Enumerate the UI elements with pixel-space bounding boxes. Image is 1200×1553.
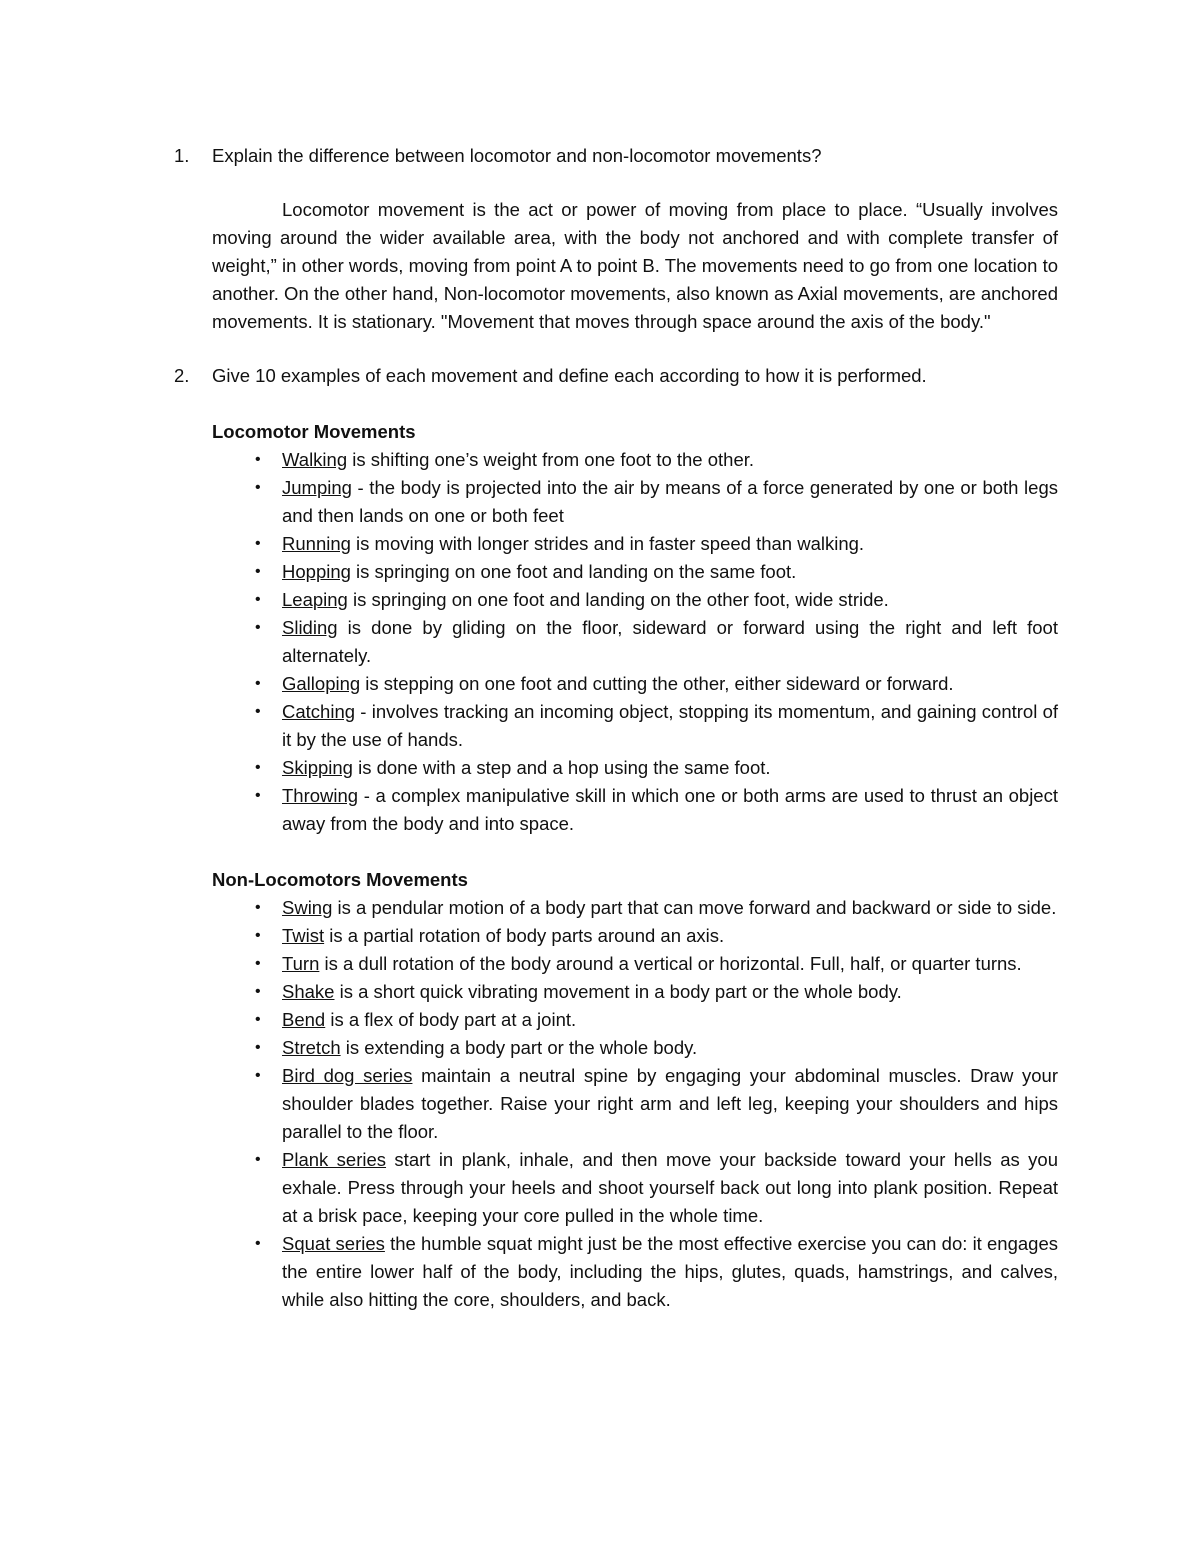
question-1-answer: Locomotor movement is the act or power of moving from place to place. “Usually involves moving around the wider available area, with the body not anchored and with complete transfer of weight,” in other words, moving from point A to point B. The movements need to go from one location to another. On the other hand, Non-locomotor movements, also known as Axial movements, are anchored movements. It is stationary. "Movement that moves through space around the axis of the body." [212,199,1058,332]
movement-description: is a pendular motion of a body part that can move forward and backward or side to side. [332,897,1057,918]
list-item [212,922,1058,950]
movement-description: is shifting one’s weight from one foot to the other. [347,449,755,470]
movement-description: the humble squat might just be the most effective exercise you can do: it engages the entire lower half of the body, including the hips, glutes, quads, hamstrings, and calves, while also hitting the core, shoulders, and back. [282,1233,1058,1310]
bullet-icon: • [255,1151,261,1168]
movement-description: is a short quick vibrating movement in a body part or the whole body. [334,981,902,1002]
movement-description: is stepping on one foot and cutting the other, either sideward or forward. [360,673,954,694]
movement-term: Stretch [282,1037,341,1058]
locomotor-heading: Locomotor Movements [212,421,416,442]
list-item [212,978,1058,1006]
bullet-icon: • [255,1039,261,1056]
list-item [212,1006,1058,1034]
list-item [212,894,1058,922]
movement-description: - involves tracking an incoming object, stopping its momentum, and gaining control of it by the use of hands. [282,701,1058,750]
movement-description: is a flex of body part at a joint. [325,1009,577,1030]
movement-description: start in plank, inhale, and then move your backside toward your hells as you exhale. Press through your heels and shoot yourself back out long into plank position. Repeat at a brisk pace, keeping your core pulled in the whole time. [282,1149,1058,1226]
movement-term: Throwing [282,785,359,806]
list-item [212,754,1058,782]
movement-description: maintain a neutral spine by engaging your abdominal muscles. Draw your shoulder blades together. Raise your right arm and left leg, keeping your shoulders and hips parallel to the floor. [282,1065,1058,1142]
list-item [212,530,1058,558]
movement-description: is springing on one foot and landing on the other foot, wide stride. [347,589,889,610]
locomotor-section [212,418,1058,838]
movement-term: Sliding [282,617,338,638]
bullet-icon: • [255,759,261,776]
list-item [212,586,1058,614]
locomotor-list [212,446,1058,838]
bullet-icon: • [255,1067,261,1084]
movement-description: is moving with longer strides and in faster speed than walking. [350,533,865,554]
movement-description: is extending a body part or the whole body. [340,1037,698,1058]
movement-term: Turn [282,953,320,974]
list-item [212,558,1058,586]
movement-description: is done by gliding on the floor, sideward or forward using the right and left foot alternately. [282,617,1058,666]
movement-term: Bird dog series [282,1065,413,1086]
bullet-icon: • [255,1011,261,1028]
movement-term: Leaping [282,589,348,610]
list-item [212,614,1058,670]
movement-term: Bend [282,1009,326,1030]
bullet-icon: • [255,955,261,972]
bullet-icon: • [255,899,261,916]
movement-term: Walking [282,449,348,470]
bullet-icon: • [255,535,261,552]
nonlocomotor-heading: Non-Locomotors Movements [212,869,468,890]
movement-term: Jumping [282,477,352,498]
nonlocomotor-section [212,866,1058,1314]
movement-term: Swing [282,897,333,918]
movement-description: - a complex manipulative skill in which one or both arms are used to thrust an object away from the body and into space. [282,785,1058,834]
list-item [212,698,1058,754]
list-item [212,1062,1058,1146]
movement-term: Skipping [282,757,353,778]
list-item [212,782,1058,838]
nonlocomotor-list [212,894,1058,1314]
bullet-icon: • [255,479,261,496]
movement-term: Squat series [282,1233,385,1254]
document-body [174,142,1058,1314]
list-item [212,474,1058,530]
question-2-number: 2. [174,365,190,386]
movement-term: Twist [282,925,325,946]
bullet-icon: • [255,983,261,1000]
list-item [212,1230,1058,1314]
bullet-icon: • [255,1235,261,1252]
question-1 [174,142,1058,336]
question-1-number: 1. [174,145,190,166]
movement-term: Hopping [282,561,351,582]
movement-description: is done with a step and a hop using the same foot. [352,757,771,778]
movement-description: is a partial rotation of body parts around an axis. [324,925,725,946]
movement-description: is a dull rotation of the body around a vertical or horizontal. Full, half, or quarter turns. [319,953,1022,974]
bullet-icon: • [255,675,261,692]
movement-term: Running [282,533,351,554]
movement-term: Shake [282,981,335,1002]
bullet-icon: • [255,591,261,608]
list-item [212,446,1058,474]
question-1-text: Explain the difference between locomotor and non-locomotor movements? [212,145,822,166]
movement-term: Catching [282,701,356,722]
bullet-icon: • [255,927,261,944]
bullet-icon: • [255,619,261,636]
movement-description: - the body is projected into the air by means of a force generated by one or both legs and then lands on one or both feet [282,477,1058,526]
list-item [212,950,1058,978]
question-2 [174,362,1058,390]
list-item [212,1146,1058,1230]
movement-term: Plank series [282,1149,387,1170]
bullet-icon: • [255,451,261,468]
bullet-icon: • [255,703,261,720]
list-item [212,670,1058,698]
movement-term: Galloping [282,673,361,694]
question-2-text: Give 10 examples of each movement and define each according to how it is performed. [212,365,927,386]
list-item [212,1034,1058,1062]
movement-description: is springing on one foot and landing on the same foot. [350,561,797,582]
bullet-icon: • [255,563,261,580]
bullet-icon: • [255,787,261,804]
